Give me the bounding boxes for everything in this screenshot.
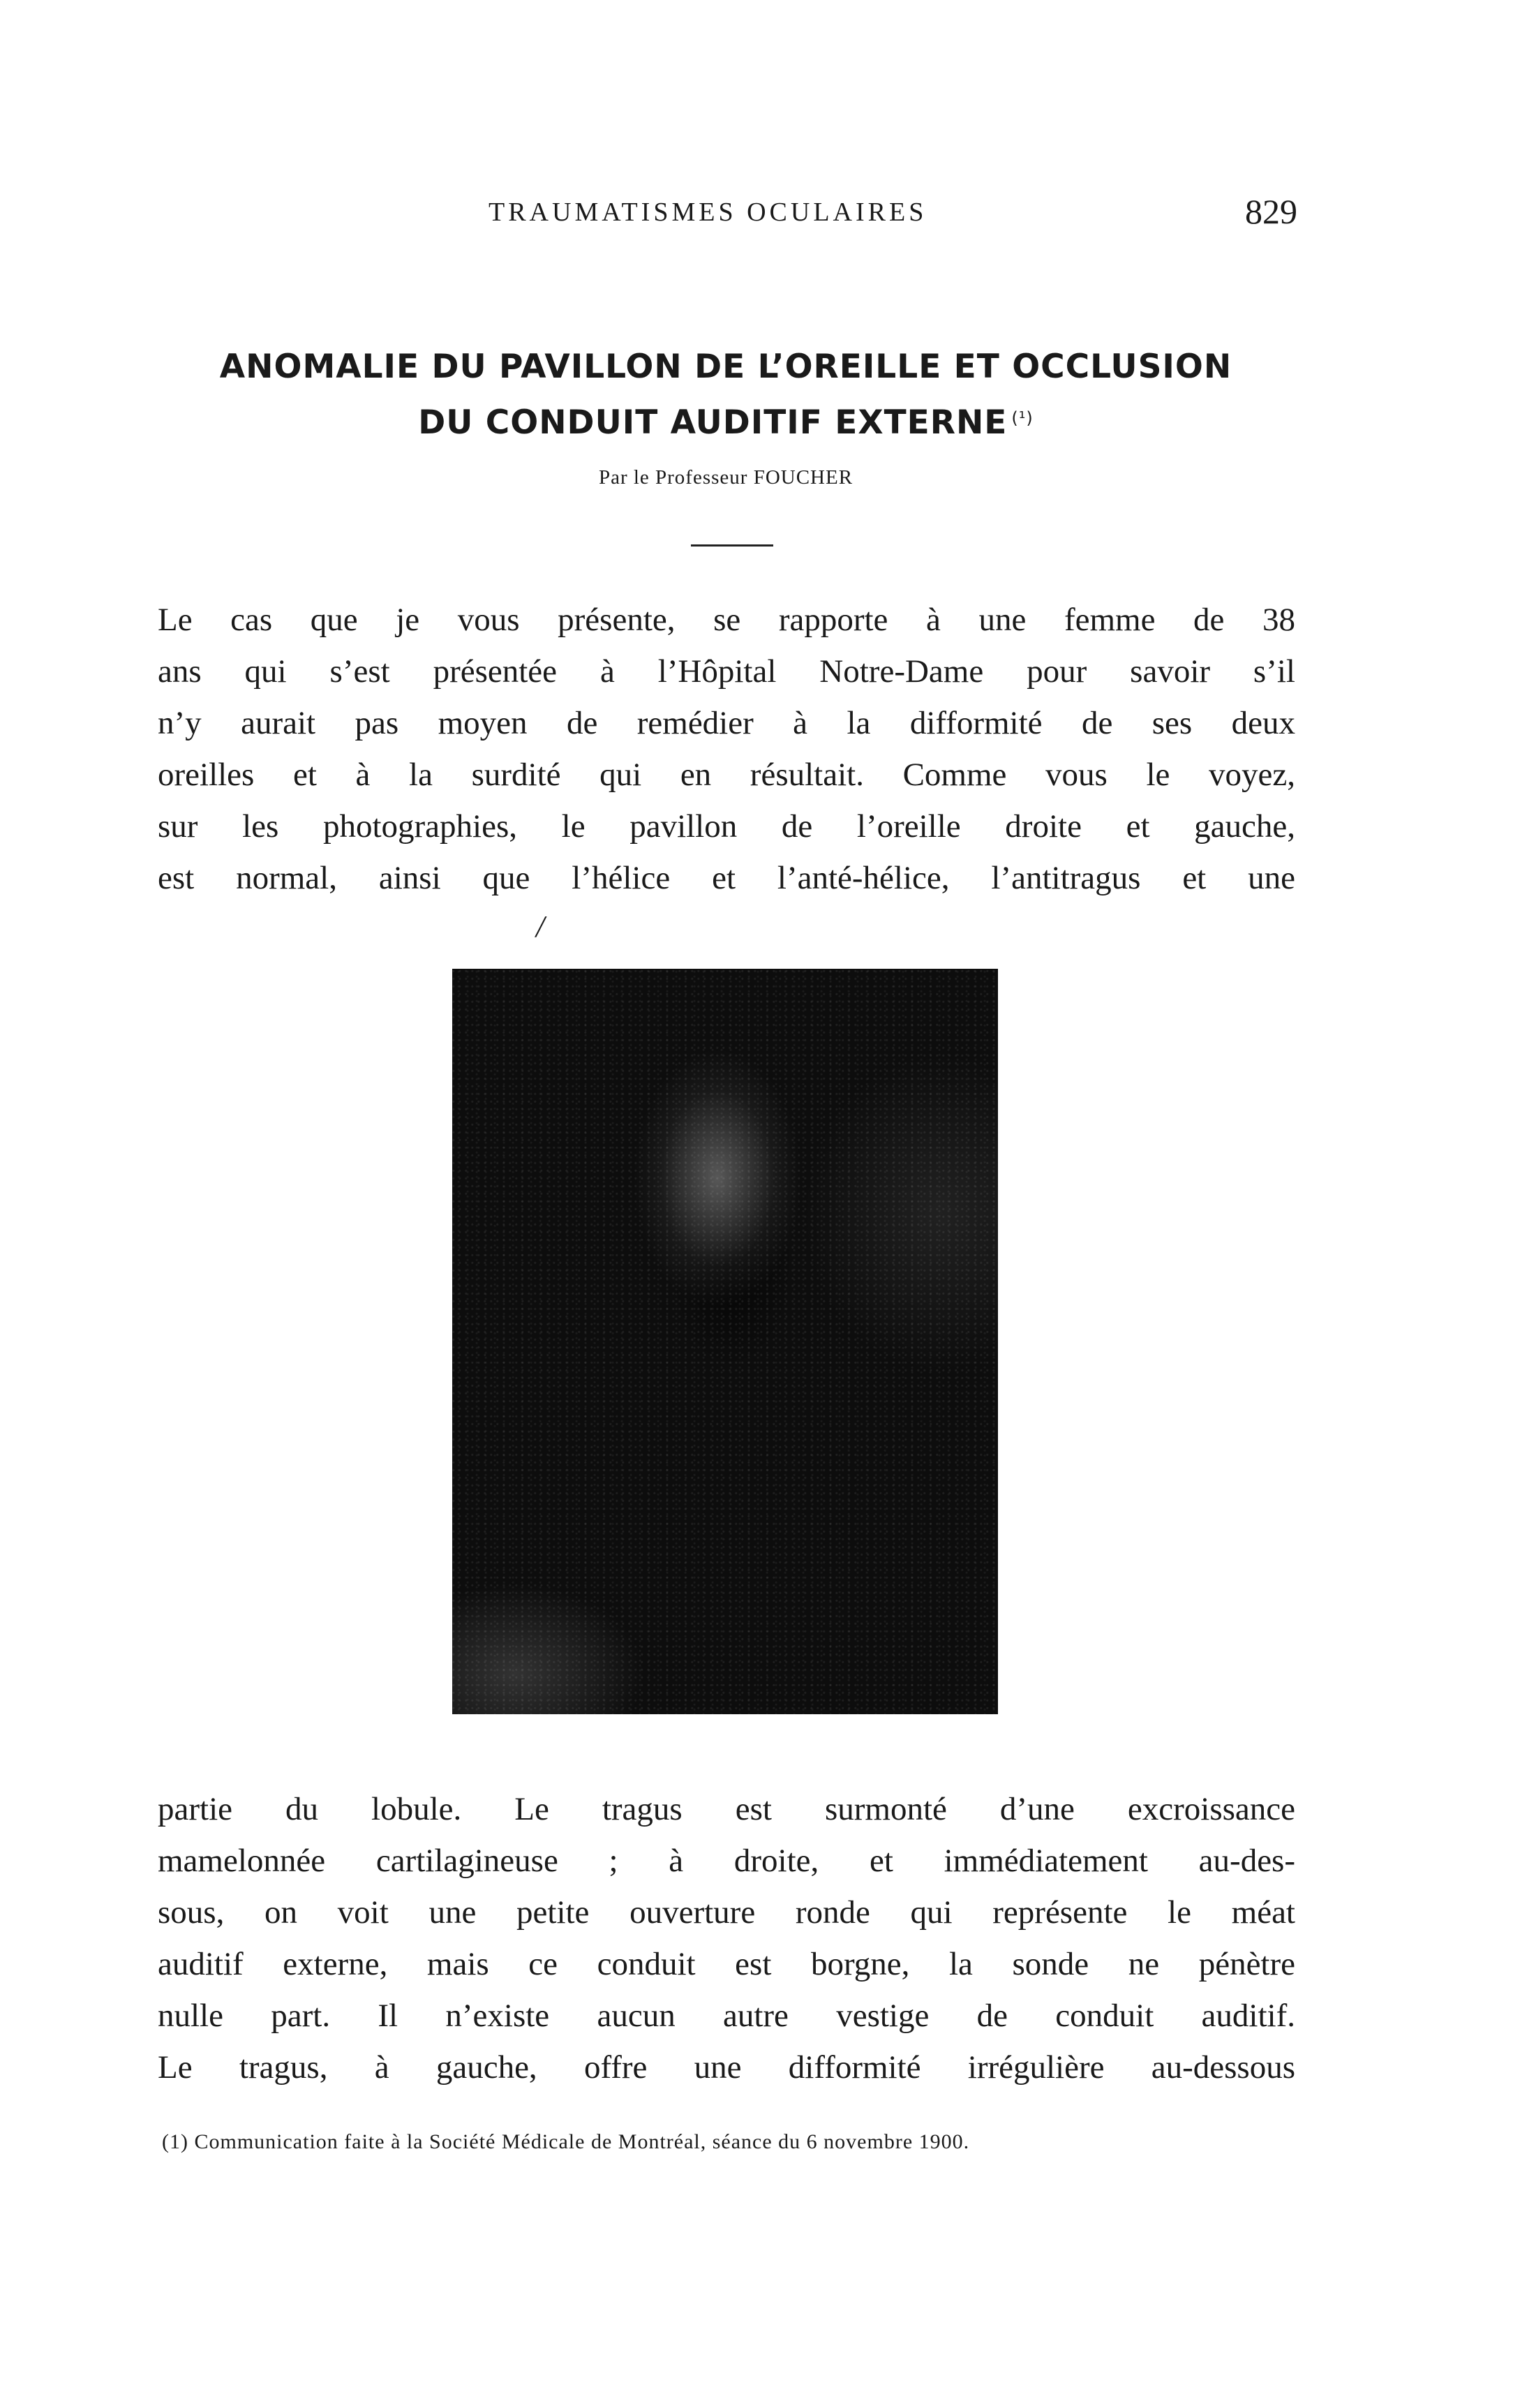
body-line: Le tragus, à gauche, offre une difformité irrégulière au-dessous xyxy=(158,2049,1295,2086)
article-title-text: DU CONDUIT AUDITIF EXTERNE xyxy=(418,403,1008,442)
body-line: auditif externe, mais ce conduit est borgne, la sonde ne pénètre xyxy=(158,1946,1295,1982)
body-line: mamelonnée cartilagineuse ; à droite, et immédiatement au-des- xyxy=(158,1843,1295,1879)
page-number: 829 xyxy=(1245,192,1297,231)
body-line: sous, on voit une petite ouverture ronde qui représente le méat xyxy=(158,1894,1295,1931)
byline: Par le Professeur FOUCHER xyxy=(598,466,854,489)
body-line: partie du lobule. Le tragus est surmonté d’une excroissance xyxy=(158,1791,1295,1827)
body-line: sur les photographies, le pavillon de l’oreille droite et gauche, xyxy=(158,808,1295,845)
body-line: est normal, ainsi que l’hélice et l’anté-hélice, l’antitragus et une xyxy=(158,860,1295,896)
article-title-line-2 xyxy=(140,403,1312,442)
photo-grain xyxy=(452,969,998,1714)
body-line: Le cas que je vous présente, se rapporte à une femme de 38 xyxy=(158,602,1295,638)
title-footnote-mark: (¹) xyxy=(1011,408,1034,428)
article-title-line-1: ANOMALIE DU PAVILLON DE L’OREILLE ET OCCLUSION xyxy=(219,348,1232,386)
stray-mark: / xyxy=(536,909,545,944)
body-line: oreilles et à la surdité qui en résultait. Comme vous le voyez, xyxy=(158,757,1295,793)
ear-photograph xyxy=(452,969,998,1714)
body-line: ans qui s’est présentée à l’Hôpital Notre-Dame pour savoir s’il xyxy=(158,653,1295,690)
running-head: TRAUMATISMES OCULAIRES xyxy=(489,198,927,227)
footnote: (1) Communication faite à la Société Médicale de Montréal, séance du 6 novembre 1900. xyxy=(162,2130,970,2153)
body-line: nulle part. Il n’existe aucun autre vestige de conduit auditif. xyxy=(158,1998,1295,2034)
title-rule-divider xyxy=(691,544,773,547)
body-line: n’y aurait pas moyen de remédier à la difformité de ses deux xyxy=(158,705,1295,741)
